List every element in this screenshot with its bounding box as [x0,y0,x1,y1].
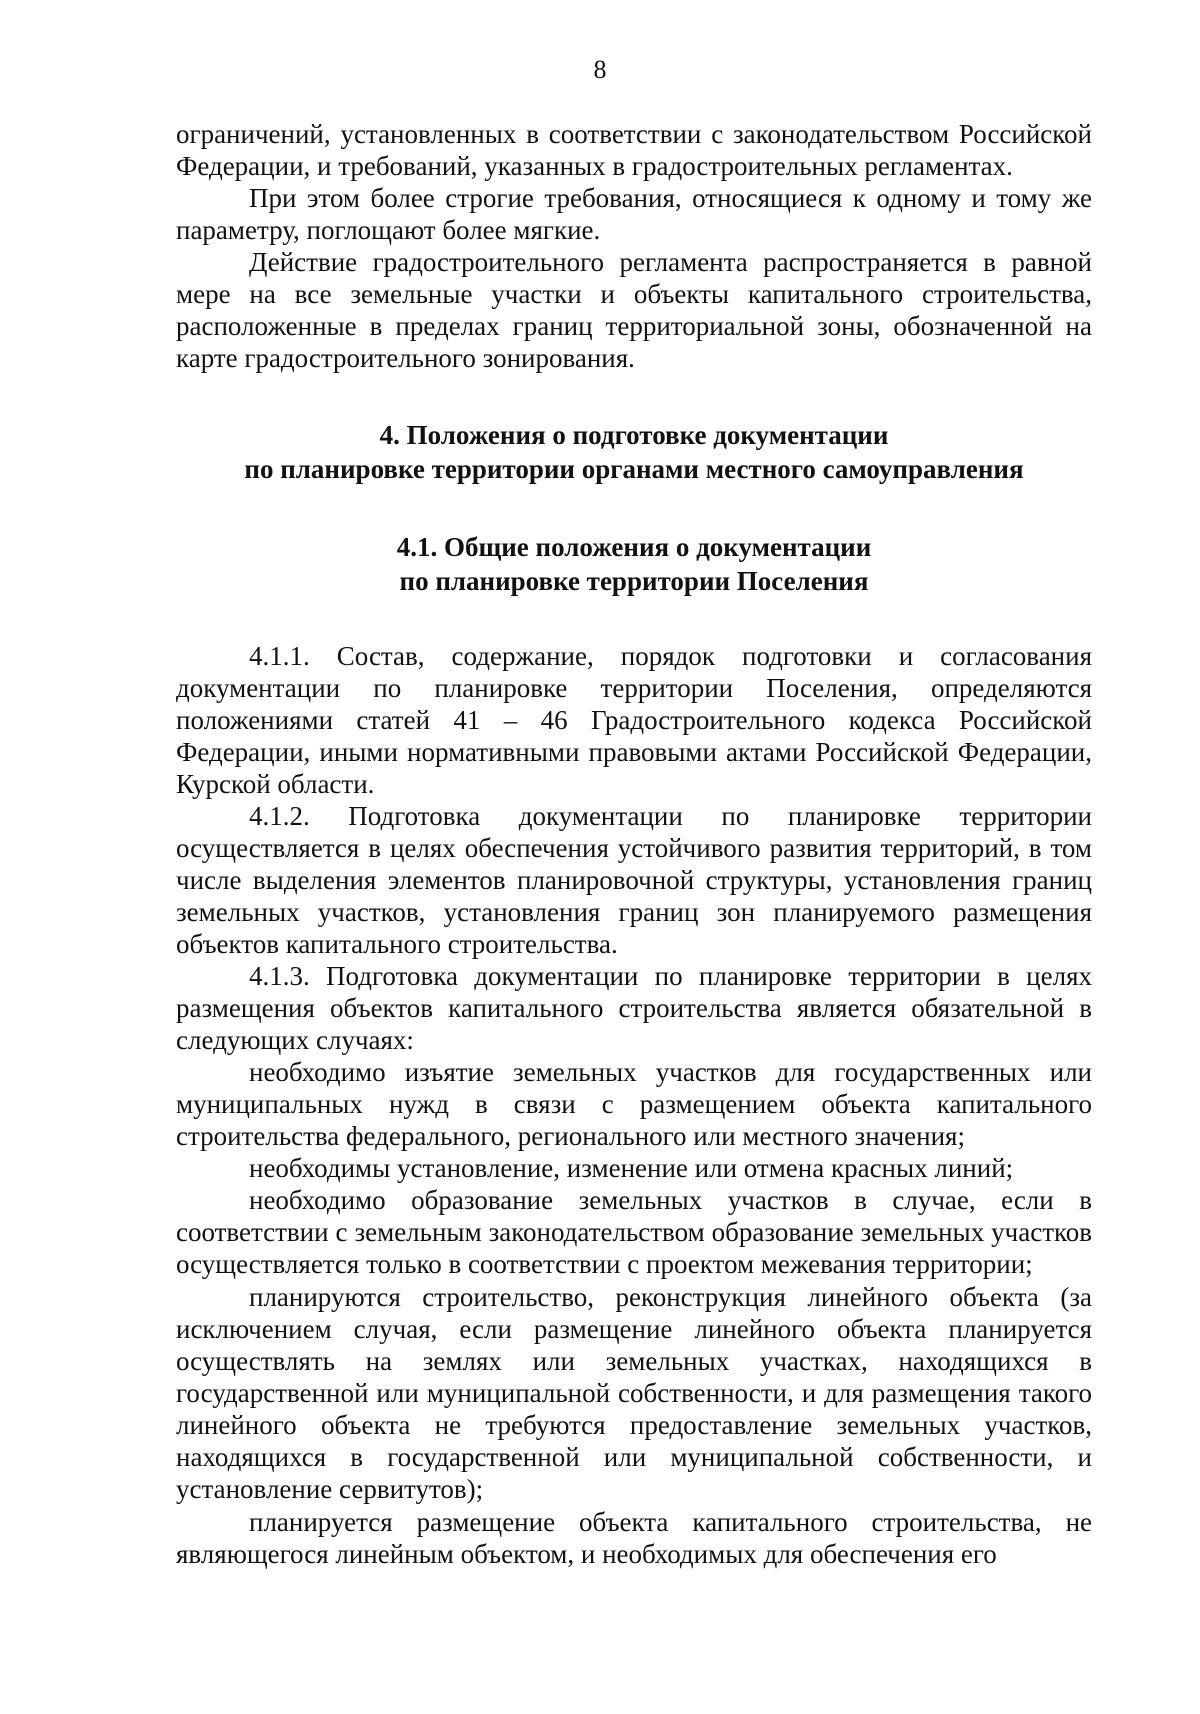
section-heading-4-1-line2: по планировке территории Поселения [399,566,869,596]
section-heading-4 [176,418,1092,486]
list-item-capital-object: планируется размещение объекта капитального строительства, не являющегося линейным объектом, и необходимых для обеспечения его [176,1507,1092,1569]
list-item-red-lines: необходимы установление, изменение или отмена красных линий; [249,1153,1014,1183]
list-item-land-formation: необходимо образование земельных участков в случае, если в соответствии с земельным законодательством образование земельных участков осуществляется только в соответствии с проектом межевания территории; [176,1185,1092,1279]
page-number: 8 [593,55,607,84]
list-item-land-seizure: необходимо изъятие земельных участков для государственных или муниципальных нужд в связи с размещением объекта капитального строительства федерального, регионального или местного значения; [176,1057,1092,1151]
paragraph-4-1-1: 4.1.1. Состав, содержание, порядок подготовки и согласования документации по планировке территории Поселения, определяются положениями статей 41 – 46 Градостроительного кодекса Российской Федерации, иными нормативными правовыми актами Российской Федерации, Курской области. [176,641,1092,799]
paragraph-regulation-scope: Действие градостроительного регламента распространяется в равной мере на все земельные участки и объекты капитального строительства, расположенные в пределах границ территориальной зоны, обозначенной на карте градостроительного зонирования. [176,247,1092,373]
section-heading-4-1 [176,530,1092,598]
page-content [176,118,1092,1570]
paragraph-strict-requirements: При этом более строгие требования, относящиеся к одному и тому же параметру, поглощают более мягкие. [176,183,1092,245]
paragraph-intro-continuation: ограничений, установленных в соответствии с законодательством Российской Федерации, и требований, указанных в градостроительных регламентах. [176,119,1092,181]
section-heading-4-1-line1: 4.1. Общие положения о документации [396,532,872,562]
section-heading-4-line1: 4. Положения о подготовке документации [379,420,889,450]
list-item-linear-object: планируются строительство, реконструкция линейного объекта (за исключением случая, если размещение линейного объекта планируется осуществлять на землях или земельных участках, находящихся в государственной или муниципальной собственности, и для размещения такого линейного объекта не требуются предоставление земельных участков, находящихся в государственной или муниципальной собственности, и установление сервитутов); [176,1282,1092,1504]
paragraph-4-1-3: 4.1.3. Подготовка документации по планировке территории в целях размещения объектов капитального строительства является обязательной в следующих случаях: [176,961,1092,1055]
paragraph-4-1-2: 4.1.2. Подготовка документации по планировке территории осуществляется в целях обеспечения устойчивого развития территорий, в том числе выделения элементов планировочной структуры, установления границ земельных участков, установления границ зон планируемого размещения объектов капитального строительства. [176,801,1092,959]
section-heading-4-line2: по планировке территории органами местного самоуправления [244,454,1024,484]
